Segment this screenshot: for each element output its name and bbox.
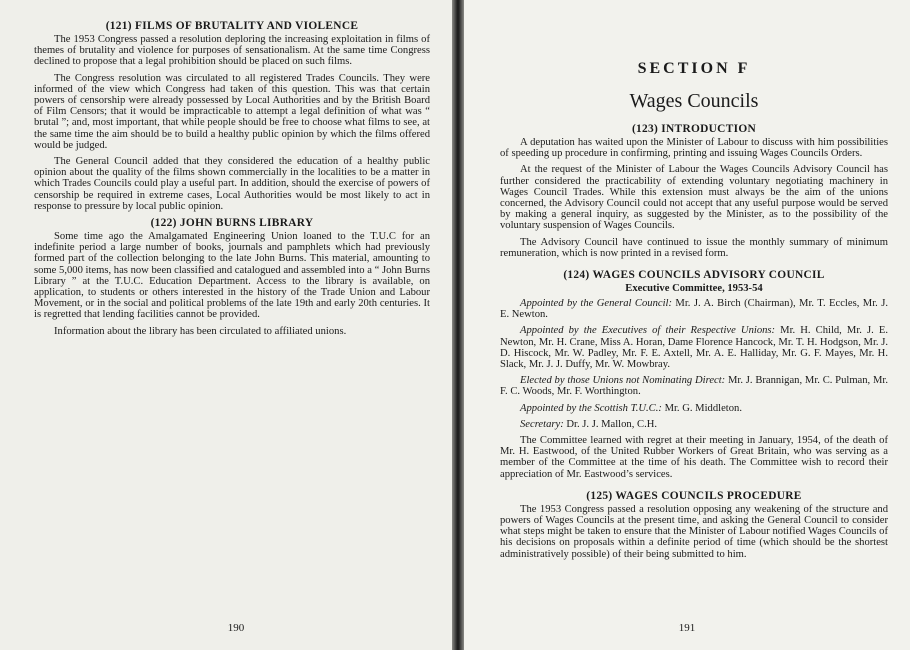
entry-role: Appointed by the General Council: <box>520 298 672 310</box>
entry-names: Dr. J. J. Mallon, C.H. <box>563 418 658 430</box>
paragraph: The 1953 Congress passed a resolution opposing any weakening of the structure and powers of Wages Councils at the present time, and asking the General Council to consider what steps might be taken to ensure that the Minister of Labour notified Wages Councils of his decisions on proposals within a definite period of time (which should be the shortest administratively possible) of their being submitted to him. <box>500 503 888 560</box>
committee-entry <box>500 419 888 430</box>
paragraph: The 1953 Congress passed a resolution deploring the increasing exploitation in films of themes of brutality and violence for purposes of sensationalism. At the same time Congress declined to propose that a legal prohibition should be placed on such films. <box>34 34 430 68</box>
paragraph: Some time ago the Amalgamated Engineering Union loaned to the T.U.C for an indefinite period a large number of books, journals and pamphlets which had previously formed part of the collection belonging to the late John Burns. This material, amounting to some 5,000 items, has now been classified and catalogued and assembled into a “ John Burns Library ” at the T.U.C. Education Department. Access to the library is available, on application, to students or others interested in the history of the Trade Union and Labour Movement, or in the social and political problems of the late 19th and early 20th centuries. It is regretted that lending facilities cannot be provided. <box>34 231 430 321</box>
paragraph: The Advisory Council have continued to issue the monthly summary of minimum remuneration, which is now printed in a revised form. <box>500 236 888 259</box>
heading-122: (122) JOHN BURNS LIBRARY <box>150 217 314 230</box>
heading-124: (124) WAGES COUNCILS ADVISORY COUNCIL <box>563 269 825 282</box>
committee-entry <box>500 375 888 397</box>
entry-names: Mr. J. A. Birch (Chairman), Mr. T. Eccles, Mr. J. E. Newton. <box>500 298 888 321</box>
committee-entry <box>500 298 888 320</box>
paragraph: Information about the library has been circulated to affiliated unions. <box>54 325 347 337</box>
subheading-executive-committee: Executive Committee, 1953-54 <box>625 283 763 295</box>
page-number-right: 191 <box>678 622 696 634</box>
entry-names: Mr. J. Brannigan, Mr. C. Pulman, Mr. F. C. Woods, Mr. F. Worthington. <box>500 375 888 398</box>
paragraph: The Committee learned with regret at their meeting in January, 1954, of the death of Mr. H. Eastwood, of the United Rubber Workers of Great Britain, who was serving as a member of the Committee at the time of his death. The Committee wish to record their appreciation of Mr. Eastwood’s services. <box>500 435 888 480</box>
entry-names: Mr. G. Middleton. <box>661 402 742 414</box>
page-number-left: 190 <box>227 622 245 634</box>
heading-121: (121) FILMS OF BRUTALITY AND VIOLENCE <box>105 20 359 32</box>
entry-role: Secretary: <box>520 418 564 430</box>
entry-role: Appointed by the Scottish T.U.C.: <box>520 402 662 414</box>
book-gutter <box>452 0 464 650</box>
committee-entry <box>500 403 888 414</box>
section-label: SECTION F <box>637 60 751 77</box>
paragraph: The General Council added that they considered the education of a healthy public opinion about the quality of the films shown commercially in the localities to be a matter in which Trades Councils could play a useful part. In addition, should the exercise of powers of censorship be required in extreme cases, Local Authorities would be most likely to act in response to pressure by local public opinion. <box>34 156 430 212</box>
section-title: Wages Councils <box>629 90 759 112</box>
heading-123: (123) INTRODUCTION <box>631 123 757 135</box>
committee-entry <box>500 325 888 370</box>
paragraph: The Congress resolution was circulated to all registered Trades Councils. They were informed of the view which Congress had taken of this question. This was that certain powers of censorship were already possessed by Local Authorities and by the British Board of Film Censors; that it would be impracticable to attempt a legal definition of what was “ brutal ”; and, most important, that while people should be free to choose what films to see, at the same time the aim should be to build a healthy public opinion by which the films offered would be judged. <box>34 72 430 151</box>
entry-role: Elected by those Unions not Nominating Direct: <box>520 375 726 387</box>
entry-names: Mr. H. Child, Mr. J. E. Newton, Mr. H. Crane, Miss A. Horan, Dame Florence Hancock, Mr. T. H. Hodgson, Mr. J. D. Hiscock, Mr. W. Padley, Mr. F. E. Axtell, Mr. A. E. Halliday, Mr. G. F. Mayes, Mr. H. Slack, Mr. J. J. Duffy, Mr. W. Mowbray. <box>500 325 888 371</box>
paragraph: At the request of the Minister of Labour the Wages Councils Advisory Council has further considered the practicability of extending voluntary negotiating machinery in Wages Council Trades. While this extension must always be the aim of the unions concerned, the Advisory Council could not accept that any useful purpose would be served by making a general inquiry, as suggested by the Minister, as to the possibility of the voluntary suspension of Wages Councils. <box>500 164 888 232</box>
entry-role: Appointed by the Executives of their Respective Unions: <box>520 325 776 337</box>
paragraph: A deputation has waited upon the Minister of Labour to discuss with him possibilities of speeding up procedure in confirming, printing and issuing Wages Councils Orders. <box>500 137 888 160</box>
right-page <box>464 0 910 650</box>
left-page <box>0 0 452 650</box>
heading-125: (125) WAGES COUNCILS PROCEDURE <box>586 489 802 502</box>
